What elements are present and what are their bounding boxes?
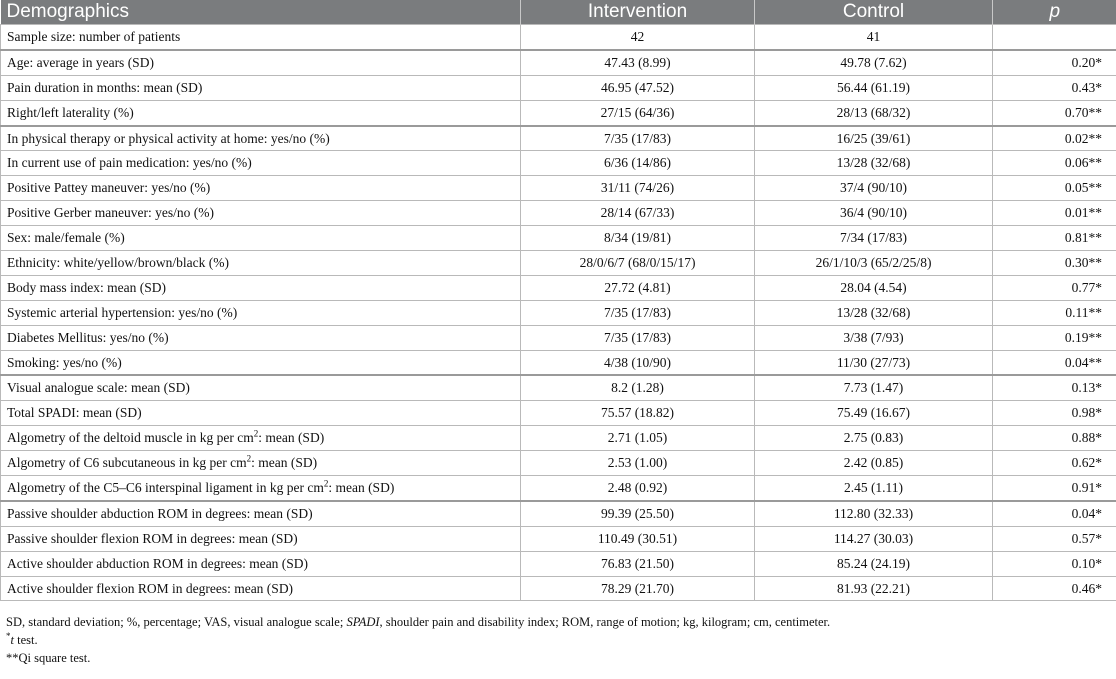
control-value: 26/1/10/3 (65/2/25/8) bbox=[755, 251, 993, 276]
t-test-note bbox=[6, 631, 1110, 649]
intervention-value: 99.39 (25.50) bbox=[521, 501, 755, 526]
p-value: 0.91* bbox=[993, 476, 1116, 501]
row-label: Body mass index: mean (SD) bbox=[1, 275, 521, 300]
row-label: Active shoulder abduction ROM in degrees: mean (SD) bbox=[1, 551, 521, 576]
p-value: 0.43* bbox=[993, 75, 1116, 100]
control-value: 75.49 (16.67) bbox=[755, 401, 993, 426]
row-label: Sample size: number of patients bbox=[1, 25, 521, 50]
row-label: Sex: male/female (%) bbox=[1, 226, 521, 251]
row-label-text: Algometry of C6 subcutaneous in kg per cm bbox=[7, 455, 247, 471]
row-label-text: Algometry of the deltoid muscle in kg per cm bbox=[7, 430, 254, 446]
table-row bbox=[1, 551, 1116, 576]
table-row bbox=[1, 275, 1116, 300]
abbrev-text-1: SD, standard deviation; %, percentage; VAS, visual analogue scale; bbox=[6, 615, 347, 630]
intervention-value: 7/35 (17/83) bbox=[521, 126, 755, 151]
p-value: 0.06** bbox=[993, 151, 1116, 176]
row-label bbox=[1, 451, 521, 476]
intervention-value: 4/38 (10/90) bbox=[521, 350, 755, 375]
control-value: 3/38 (7/93) bbox=[755, 325, 993, 350]
p-value: 0.98* bbox=[993, 401, 1116, 426]
control-value: 2.75 (0.83) bbox=[755, 426, 993, 451]
intervention-value: 46.95 (47.52) bbox=[521, 75, 755, 100]
intervention-value: 28/0/6/7 (68/0/15/17) bbox=[521, 251, 755, 276]
intervention-value: 27.72 (4.81) bbox=[521, 275, 755, 300]
header-p-value: p bbox=[993, 0, 1116, 25]
row-label: Total SPADI: mean (SD) bbox=[1, 401, 521, 426]
intervention-value: 8.2 (1.28) bbox=[521, 375, 755, 400]
table-row bbox=[1, 300, 1116, 325]
table-row bbox=[1, 100, 1116, 125]
intervention-value: 7/35 (17/83) bbox=[521, 300, 755, 325]
p-value: 0.81** bbox=[993, 226, 1116, 251]
intervention-value: 28/14 (67/33) bbox=[521, 201, 755, 226]
row-label: Passive shoulder abduction ROM in degrees: mean (SD) bbox=[1, 501, 521, 526]
p-value: 0.13* bbox=[993, 375, 1116, 400]
t-test-mark: * bbox=[6, 631, 11, 642]
control-value: 7/34 (17/83) bbox=[755, 226, 993, 251]
control-value: 112.80 (32.33) bbox=[755, 501, 993, 526]
table-row bbox=[1, 25, 1116, 50]
p-value: 0.62* bbox=[993, 451, 1116, 476]
table-row bbox=[1, 75, 1116, 100]
row-label-superscript: 2 bbox=[323, 478, 329, 489]
table-row bbox=[1, 401, 1116, 426]
p-value: 0.04** bbox=[993, 350, 1116, 375]
intervention-value: 7/35 (17/83) bbox=[521, 325, 755, 350]
control-value: 28.04 (4.54) bbox=[755, 275, 993, 300]
row-label bbox=[1, 426, 521, 451]
control-value: 85.24 (24.19) bbox=[755, 551, 993, 576]
table-body bbox=[1, 25, 1116, 601]
table-row bbox=[1, 126, 1116, 151]
p-value: 0.10* bbox=[993, 551, 1116, 576]
p-value: 0.20* bbox=[993, 50, 1116, 75]
table-row bbox=[1, 176, 1116, 201]
p-value: 0.19** bbox=[993, 325, 1116, 350]
control-value: 114.27 (30.03) bbox=[755, 526, 993, 551]
table-row bbox=[1, 476, 1116, 501]
row-label-superscript: 2 bbox=[253, 428, 259, 439]
p-value: 0.88* bbox=[993, 426, 1116, 451]
p-value: 0.57* bbox=[993, 526, 1116, 551]
abbrev-spadi: SPADI bbox=[346, 615, 380, 630]
control-value: 37/4 (90/10) bbox=[755, 176, 993, 201]
intervention-value: 27/15 (64/36) bbox=[521, 100, 755, 125]
row-label: Visual analogue scale: mean (SD) bbox=[1, 375, 521, 400]
table-row bbox=[1, 451, 1116, 476]
row-label-suffix: : mean (SD) bbox=[258, 430, 325, 446]
control-value: 49.78 (7.62) bbox=[755, 50, 993, 75]
table-header-row bbox=[1, 0, 1116, 25]
table-row bbox=[1, 426, 1116, 451]
intervention-value: 6/36 (14/86) bbox=[521, 151, 755, 176]
t-test-t: t bbox=[10, 633, 14, 648]
row-label: Diabetes Mellitus: yes/no (%) bbox=[1, 325, 521, 350]
row-label-suffix: : mean (SD) bbox=[328, 479, 395, 495]
qi-square-note: **Qi square test. bbox=[6, 651, 91, 666]
control-value: 28/13 (68/32) bbox=[755, 100, 993, 125]
row-label bbox=[1, 476, 521, 501]
control-value: 16/25 (39/61) bbox=[755, 126, 993, 151]
intervention-value: 2.53 (1.00) bbox=[521, 451, 755, 476]
abbrev-text-2: , shoulder pain and disability index; ROM, range of motion; kg, kilogram; cm, centimeter. bbox=[379, 615, 831, 630]
table-row bbox=[1, 576, 1116, 601]
intervention-value: 31/11 (74/26) bbox=[521, 176, 755, 201]
p-value: 0.02** bbox=[993, 126, 1116, 151]
table-row bbox=[1, 50, 1116, 75]
intervention-value: 2.48 (0.92) bbox=[521, 476, 755, 501]
row-label: Smoking: yes/no (%) bbox=[1, 350, 521, 375]
control-value: 11/30 (27/73) bbox=[755, 350, 993, 375]
p-value: 0.05** bbox=[993, 176, 1116, 201]
header-demographics: Demographics bbox=[1, 0, 521, 25]
abbreviations-note bbox=[6, 613, 1110, 631]
p-value bbox=[993, 25, 1116, 50]
p-value: 0.77* bbox=[993, 275, 1116, 300]
row-label: Ethnicity: white/yellow/brown/black (%) bbox=[1, 251, 521, 276]
row-label-superscript: 2 bbox=[246, 453, 252, 464]
table-footnotes bbox=[0, 601, 1116, 667]
control-value: 2.45 (1.11) bbox=[755, 476, 993, 501]
p-value: 0.04* bbox=[993, 501, 1116, 526]
table-row bbox=[1, 151, 1116, 176]
intervention-value: 47.43 (8.99) bbox=[521, 50, 755, 75]
row-label: Active shoulder flexion ROM in degrees: mean (SD) bbox=[1, 576, 521, 601]
p-value: 0.01** bbox=[993, 201, 1116, 226]
row-label-text: Algometry of the C5–C6 interspinal ligament in kg per cm bbox=[7, 479, 324, 495]
control-value: 56.44 (61.19) bbox=[755, 75, 993, 100]
row-label: Age: average in years (SD) bbox=[1, 50, 521, 75]
table-row bbox=[1, 251, 1116, 276]
table-row bbox=[1, 375, 1116, 400]
row-label: Systemic arterial hypertension: yes/no (%) bbox=[1, 300, 521, 325]
table-row bbox=[1, 501, 1116, 526]
table-row bbox=[1, 201, 1116, 226]
intervention-value: 2.71 (1.05) bbox=[521, 426, 755, 451]
intervention-value: 42 bbox=[521, 25, 755, 50]
header-control: Control bbox=[755, 0, 993, 25]
p-value: 0.46* bbox=[993, 576, 1116, 601]
intervention-value: 8/34 (19/81) bbox=[521, 226, 755, 251]
control-value: 41 bbox=[755, 25, 993, 50]
control-value: 36/4 (90/10) bbox=[755, 201, 993, 226]
table-row bbox=[1, 526, 1116, 551]
control-value: 13/28 (32/68) bbox=[755, 300, 993, 325]
header-intervention: Intervention bbox=[521, 0, 755, 25]
row-label: Pain duration in months: mean (SD) bbox=[1, 75, 521, 100]
row-label: Passive shoulder flexion ROM in degrees: mean (SD) bbox=[1, 526, 521, 551]
table-row bbox=[1, 226, 1116, 251]
p-value: 0.30** bbox=[993, 251, 1116, 276]
row-label: In physical therapy or physical activity at home: yes/no (%) bbox=[1, 126, 521, 151]
row-label: In current use of pain medication: yes/no (%) bbox=[1, 151, 521, 176]
p-value: 0.11** bbox=[993, 300, 1116, 325]
p-value: 0.70** bbox=[993, 100, 1116, 125]
table-row bbox=[1, 325, 1116, 350]
control-value: 13/28 (32/68) bbox=[755, 151, 993, 176]
control-value: 81.93 (22.21) bbox=[755, 576, 993, 601]
intervention-value: 110.49 (30.51) bbox=[521, 526, 755, 551]
t-test-text: test. bbox=[13, 633, 38, 648]
control-value: 7.73 (1.47) bbox=[755, 375, 993, 400]
row-label: Positive Gerber maneuver: yes/no (%) bbox=[1, 201, 521, 226]
row-label-suffix: : mean (SD) bbox=[251, 455, 318, 471]
intervention-value: 75.57 (18.82) bbox=[521, 401, 755, 426]
intervention-value: 78.29 (21.70) bbox=[521, 576, 755, 601]
table-row bbox=[1, 350, 1116, 375]
control-value: 2.42 (0.85) bbox=[755, 451, 993, 476]
intervention-value: 76.83 (21.50) bbox=[521, 551, 755, 576]
row-label: Right/left laterality (%) bbox=[1, 100, 521, 125]
row-label: Positive Pattey maneuver: yes/no (%) bbox=[1, 176, 521, 201]
